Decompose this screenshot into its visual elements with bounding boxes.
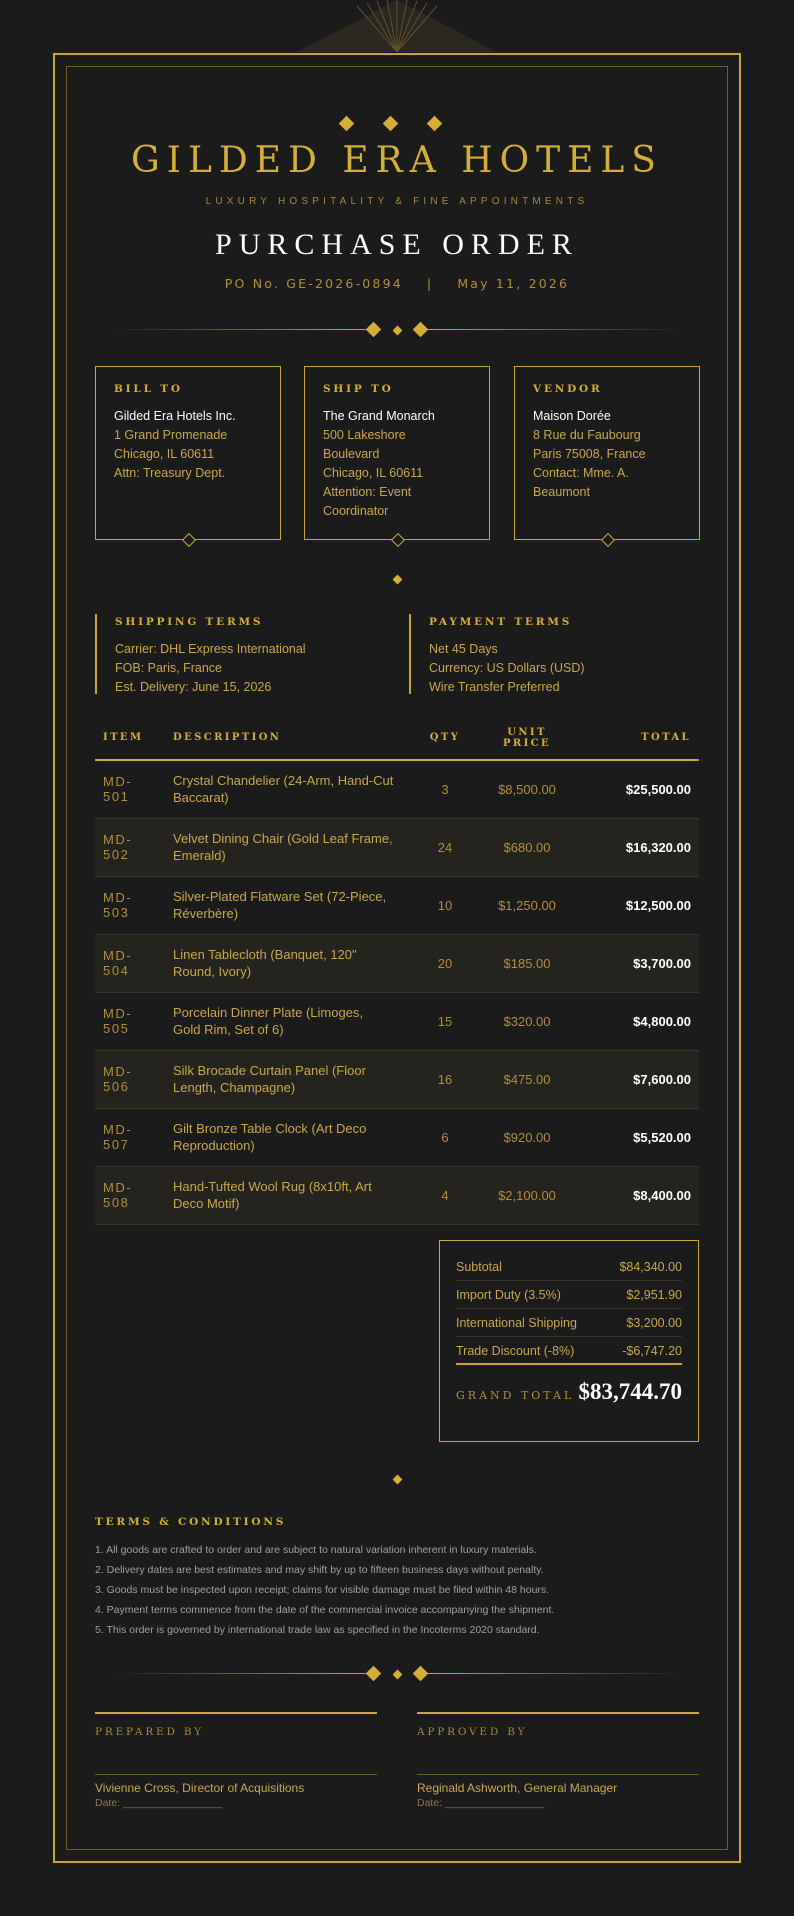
vendor-line: Beaumont (533, 485, 590, 499)
brand-tagline: LUXURY HOSPITALITY & FINE APPOINTMENTS (205, 196, 589, 207)
payment-terms-line: Wire Transfer Preferred (429, 680, 560, 694)
bill-to-name: Gilded Era Hotels Inc. (114, 409, 236, 423)
payment-terms (409, 614, 699, 694)
item-unit-price: $1,250.00 (475, 876, 579, 934)
table-row (95, 760, 699, 818)
vendor-name: Maison Dorée (533, 409, 611, 423)
item-total: $5,520.00 (579, 1108, 699, 1166)
terms-item: 5. This order is governed by international trade law as specified in the Incoterms 2020 standard. (95, 1624, 540, 1636)
brand-name: GILDED ERA HOTELS (131, 140, 663, 181)
item-code: MD- 507 (95, 1108, 165, 1166)
totals-value: $84,340.00 (619, 1260, 682, 1274)
header-unit-price-line: PRICE (502, 737, 552, 749)
vendor-line: Contact: Mme. A. (533, 466, 629, 480)
ship-to-line: Chicago, IL 60611 (323, 466, 424, 480)
item-description: Crystal Chandelier (24-Arm, Hand-Cut Baccarat) (165, 760, 415, 818)
header-item: ITEM (95, 716, 165, 760)
header-qty: QTY (415, 716, 475, 760)
totals-row (456, 1281, 682, 1309)
item-total: $25,500.00 (579, 760, 699, 818)
vendor-card (514, 366, 700, 540)
item-code: MD- 502 (95, 818, 165, 876)
prepared-by-block (95, 1712, 377, 1809)
prepared-by-name: Vivienne Cross, Director of Acquisitions (95, 1781, 305, 1795)
approved-by-name: Reginald Ashworth, General Manager (417, 1781, 618, 1795)
divider-left (110, 1673, 366, 1674)
header-unit-price (475, 716, 579, 760)
item-qty: 3 (415, 760, 475, 818)
header-unit-price-line: UNIT (507, 726, 547, 738)
totals-value: $2,951.90 (626, 1288, 682, 1302)
item-description: Velvet Dining Chair (Gold Leaf Frame, Emerald) (165, 818, 415, 876)
item-qty: 15 (415, 992, 475, 1050)
table-header-row (95, 716, 699, 760)
header-description: DESCRIPTION (165, 716, 415, 760)
item-code: MD- 504 (95, 934, 165, 992)
table-row (95, 1050, 699, 1108)
item-qty: 4 (415, 1166, 475, 1224)
signature-line (95, 1774, 377, 1775)
item-qty: 10 (415, 876, 475, 934)
item-code: MD- 503 (95, 876, 165, 934)
totals-label: Trade Discount (-8%) (456, 1344, 575, 1358)
item-qty: 16 (415, 1050, 475, 1108)
totals-label: Subtotal (456, 1260, 502, 1274)
ship-to-line: 500 Lakeshore (323, 428, 406, 442)
grand-total (456, 1379, 682, 1405)
item-total: $7,600.00 (579, 1050, 699, 1108)
item-unit-price: $680.00 (475, 818, 579, 876)
shipping-terms-line: FOB: Paris, France (115, 661, 222, 675)
divider-right (428, 329, 684, 330)
terms-conditions-list (95, 1540, 715, 1640)
vendor-label: VENDOR (533, 383, 603, 395)
shipping-terms-line: Carrier: DHL Express International (115, 642, 306, 656)
ship-to-line: Boulevard (323, 447, 380, 461)
bill-to-line: Attn: Treasury Dept. (114, 466, 226, 480)
item-description: Hand-Tufted Wool Rug (8x10ft, Art Deco Motif) (165, 1166, 415, 1224)
item-unit-price: $320.00 (475, 992, 579, 1050)
payment-terms-label: PAYMENT TERMS (429, 616, 573, 628)
ship-to-name: The Grand Monarch (323, 409, 435, 423)
shipping-terms-label: SHIPPING TERMS (115, 616, 264, 628)
table-row (95, 818, 699, 876)
po-date: May 11, 2026 (457, 276, 570, 291)
item-description: Porcelain Dinner Plate (Limoges, Gold Rim, Set of 6) (165, 992, 415, 1050)
po-line (0, 276, 794, 291)
totals-row (456, 1253, 682, 1281)
item-unit-price: $185.00 (475, 934, 579, 992)
totals-value: $3,200.00 (626, 1316, 682, 1330)
divider-right (428, 1673, 684, 1674)
ship-to-line: Attention: Event (323, 485, 412, 499)
item-total: $12,500.00 (579, 876, 699, 934)
approved-by-date: Date: _________________ (417, 1797, 545, 1809)
terms-item: 4. Payment terms commence from the date of the commercial invoice accompanying the shipment. (95, 1604, 555, 1616)
totals-label: Import Duty (3.5%) (456, 1288, 561, 1302)
item-description: Silver-Plated Flatware Set (72-Piece, Réverbère) (165, 876, 415, 934)
item-total: $8,400.00 (579, 1166, 699, 1224)
item-code: MD- 508 (95, 1166, 165, 1224)
sunburst-ornament (297, 0, 497, 52)
vendor-line: Paris 75008, France (533, 447, 646, 461)
shipping-terms (95, 614, 395, 694)
item-unit-price: $2,100.00 (475, 1166, 579, 1224)
payment-terms-line: Currency: US Dollars (USD) (429, 661, 585, 675)
item-qty: 20 (415, 934, 475, 992)
item-qty: 24 (415, 818, 475, 876)
item-total: $4,800.00 (579, 992, 699, 1050)
table-row (95, 876, 699, 934)
document-title: PURCHASE ORDER (215, 228, 579, 261)
item-description: Linen Tablecloth (Banquet, 120" Round, Ivory) (165, 934, 415, 992)
po-number: PO No. GE-2026-0894 (224, 276, 403, 291)
bill-to-line: 1 Grand Promenade (114, 428, 228, 442)
po-separator: | (426, 276, 434, 291)
table-row (95, 992, 699, 1050)
item-code: MD- 505 (95, 992, 165, 1050)
approved-by-block (417, 1712, 699, 1809)
item-total: $3,700.00 (579, 934, 699, 992)
ship-to-card (304, 366, 490, 540)
signature-line (417, 1774, 699, 1775)
bill-to-card (95, 366, 281, 540)
table-row (95, 1108, 699, 1166)
totals-box (439, 1240, 699, 1442)
terms-item: 2. Delivery dates are best estimates and may shift by up to fifteen business days without penalty. (95, 1564, 544, 1576)
item-unit-price: $475.00 (475, 1050, 579, 1108)
item-unit-price: $920.00 (475, 1108, 579, 1166)
header-total: TOTAL (579, 716, 699, 760)
table-row (95, 934, 699, 992)
terms-item: 3. Goods must be inspected upon receipt; claims for visible damage must be filed within 48 hours. (95, 1584, 550, 1596)
terms-item: 1. All goods are crafted to order and are subject to natural variation inherent in luxury materials. (95, 1544, 537, 1556)
line-items-table (95, 716, 699, 1225)
item-code: MD- 506 (95, 1050, 165, 1108)
totals-label: International Shipping (456, 1316, 577, 1330)
item-description: Gilt Bronze Table Clock (Art Deco Reproduction) (165, 1108, 415, 1166)
ship-to-line: Coordinator (323, 504, 389, 518)
item-unit-price: $8,500.00 (475, 760, 579, 818)
totals-row (456, 1309, 682, 1337)
prepared-by-label: PREPARED BY (95, 1726, 204, 1738)
item-description: Silk Brocade Curtain Panel (Floor Length, Champagne) (165, 1050, 415, 1108)
bill-to-label: BILL TO (114, 383, 183, 395)
totals-row (456, 1337, 682, 1365)
grand-total-label: GRAND TOTAL (456, 1389, 575, 1402)
approved-by-label: APPROVED BY (417, 1726, 528, 1738)
item-qty: 6 (415, 1108, 475, 1166)
item-code: MD- 501 (95, 760, 165, 818)
shipping-terms-line: Est. Delivery: June 15, 2026 (115, 680, 272, 694)
table-row (95, 1166, 699, 1224)
ship-to-label: SHIP TO (323, 383, 394, 395)
divider-left (110, 329, 366, 330)
prepared-by-date: Date: _________________ (95, 1797, 223, 1809)
totals-value: -$6,747.20 (622, 1344, 682, 1358)
grand-total-value: $83,744.70 (578, 1379, 682, 1404)
vendor-line: 8 Rue du Faubourg (533, 428, 641, 442)
payment-terms-line: Net 45 Days (429, 642, 498, 656)
terms-conditions-title: TERMS & CONDITIONS (95, 1516, 287, 1528)
item-total: $16,320.00 (579, 818, 699, 876)
bill-to-line: Chicago, IL 60611 (114, 447, 215, 461)
